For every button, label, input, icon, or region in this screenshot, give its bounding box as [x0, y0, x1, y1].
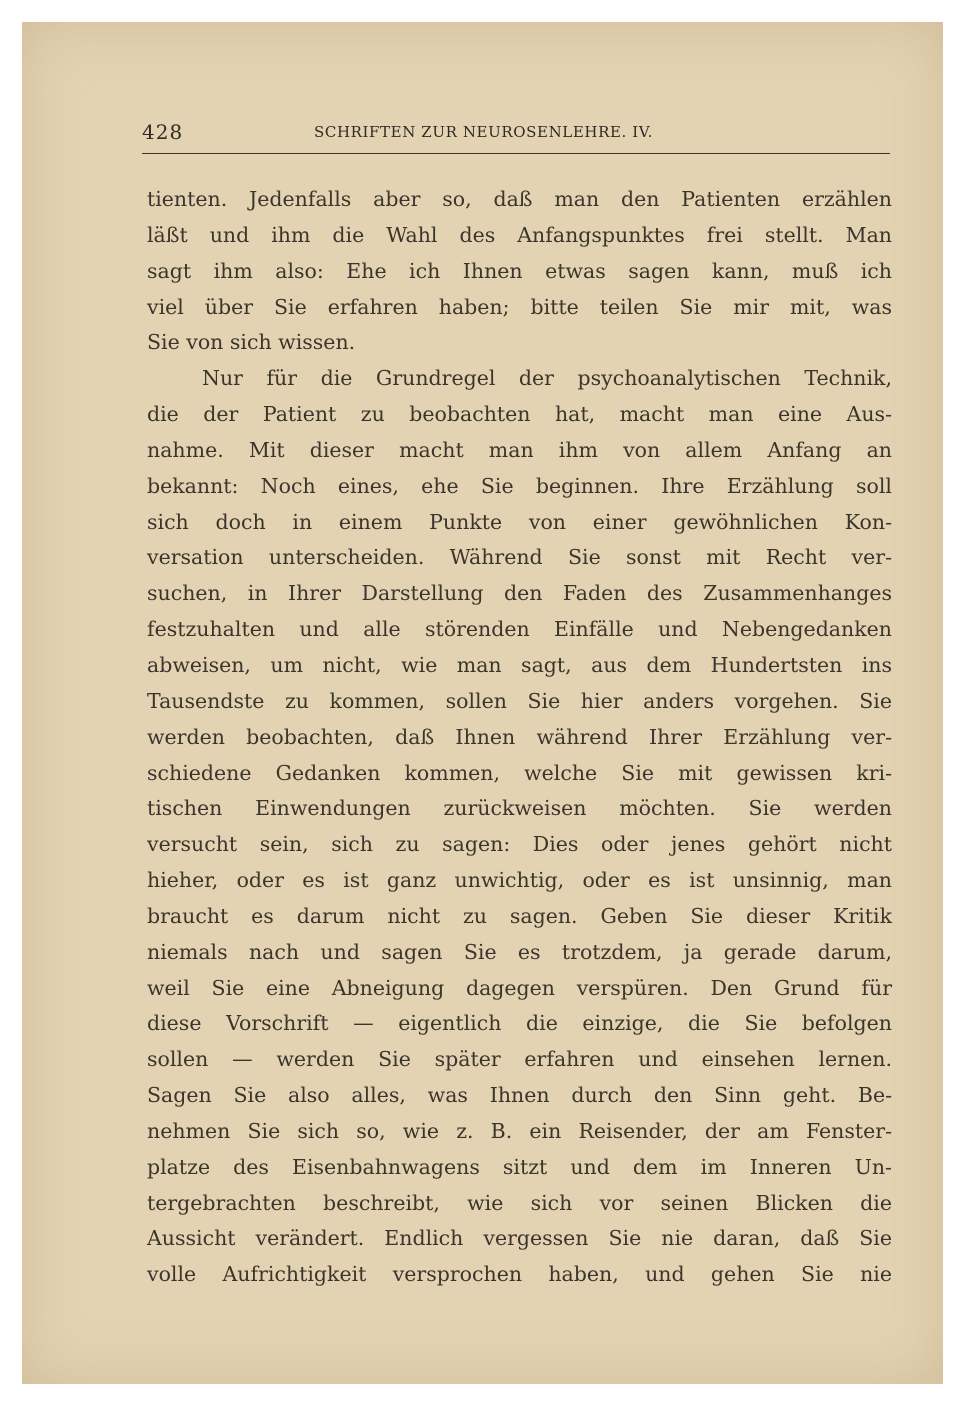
- text-line: schiedene Gedanken kommen, welche Sie mit gewissen kri-: [147, 760, 892, 785]
- text-line: viel über Sie erfahren haben; bitte teilen Sie mir mit, was: [147, 294, 892, 319]
- text-line: sagt ihm also: Ehe ich Ihnen etwas sagen kann, muß ich: [147, 258, 892, 283]
- text-line: weil Sie eine Abneigung dagegen verspüren. Den Grund für: [147, 975, 892, 1000]
- text-line: nahme. Mit dieser macht man ihm von allem Anfang an: [147, 437, 892, 462]
- text-line: festzuhalten und alle störenden Einfälle und Nebengedanken: [147, 617, 892, 642]
- text-line: nehmen Sie sich so, wie z. B. ein Reisender, der am Fenster-: [147, 1118, 892, 1143]
- text-line: tienten. Jedenfalls aber so, daß man den Patienten erzählen: [147, 187, 892, 211]
- text-line: bekannt: Noch eines, ehe Sie beginnen. Ihre Erzählung soll: [147, 473, 892, 498]
- paragraph-start-line: Nur für die Grundregel der psychoanalytischen Technik,: [202, 366, 892, 391]
- text-line: werden beobachten, daß Ihnen während Ihrer Erzählung ver-: [147, 724, 892, 749]
- text-line: tischen Einwendungen zurückweisen möchten. Sie werden: [147, 796, 892, 821]
- text-line: tergebrachten beschreibt, wie sich vor seinen Blicken die: [147, 1190, 892, 1215]
- book-page: [22, 22, 943, 1384]
- text-line: diese Vorschrift — eigentlich die einzige, die Sie befolgen: [147, 1011, 892, 1036]
- text-line: Aussicht verändert. Endlich vergessen Sie nie daran, daß Sie: [147, 1226, 892, 1251]
- page-header: [142, 120, 912, 150]
- text-line: sollen — werden Sie später erfahren und einsehen lernen.: [147, 1047, 892, 1072]
- text-line: die der Patient zu beobachten hat, macht man eine Aus-: [147, 402, 892, 427]
- body-text: [147, 182, 892, 1293]
- text-line: niemals nach und sagen Sie es trotzdem, ja gerade darum,: [147, 939, 892, 964]
- text-line: volle Aufrichtigkeit versprochen haben, und gehen Sie nie: [147, 1262, 892, 1287]
- text-line: versation unterscheiden. Während Sie sonst mit Recht ver-: [147, 545, 892, 570]
- text-line: suchen, in Ihrer Darstellung den Faden des Zusammenhanges: [147, 581, 892, 606]
- text-line: abweisen, um nicht, wie man sagt, aus dem Hundertsten ins: [147, 652, 892, 677]
- text-line: versucht sein, sich zu sagen: Dies oder jenes gehört nicht: [147, 832, 892, 857]
- text-line: Sagen Sie also alles, was Ihnen durch den Sinn geht. Be-: [147, 1083, 892, 1108]
- text-line: braucht es darum nicht zu sagen. Geben Sie dieser Kritik: [147, 903, 892, 928]
- header-rule: [142, 153, 890, 154]
- text-line: läßt und ihm die Wahl des Anfangspunktes frei stellt. Man: [147, 222, 892, 247]
- text-line: Tausendste zu kommen, sollen Sie hier anders vorgehen. Sie: [147, 688, 892, 713]
- text-line: hieher, oder es ist ganz unwichtig, oder es ist unsinnig, man: [147, 868, 892, 893]
- text-line: Sie von sich wissen.: [147, 330, 356, 355]
- page-number: 428: [142, 120, 184, 144]
- text-line: platze des Eisenbahnwagens sitzt und dem im Inneren Un-: [147, 1154, 892, 1179]
- running-head: SCHRIFTEN ZUR NEUROSENLEHRE. IV.: [314, 123, 653, 141]
- text-line: sich doch in einem Punkte von einer gewöhnlichen Kon-: [147, 509, 892, 534]
